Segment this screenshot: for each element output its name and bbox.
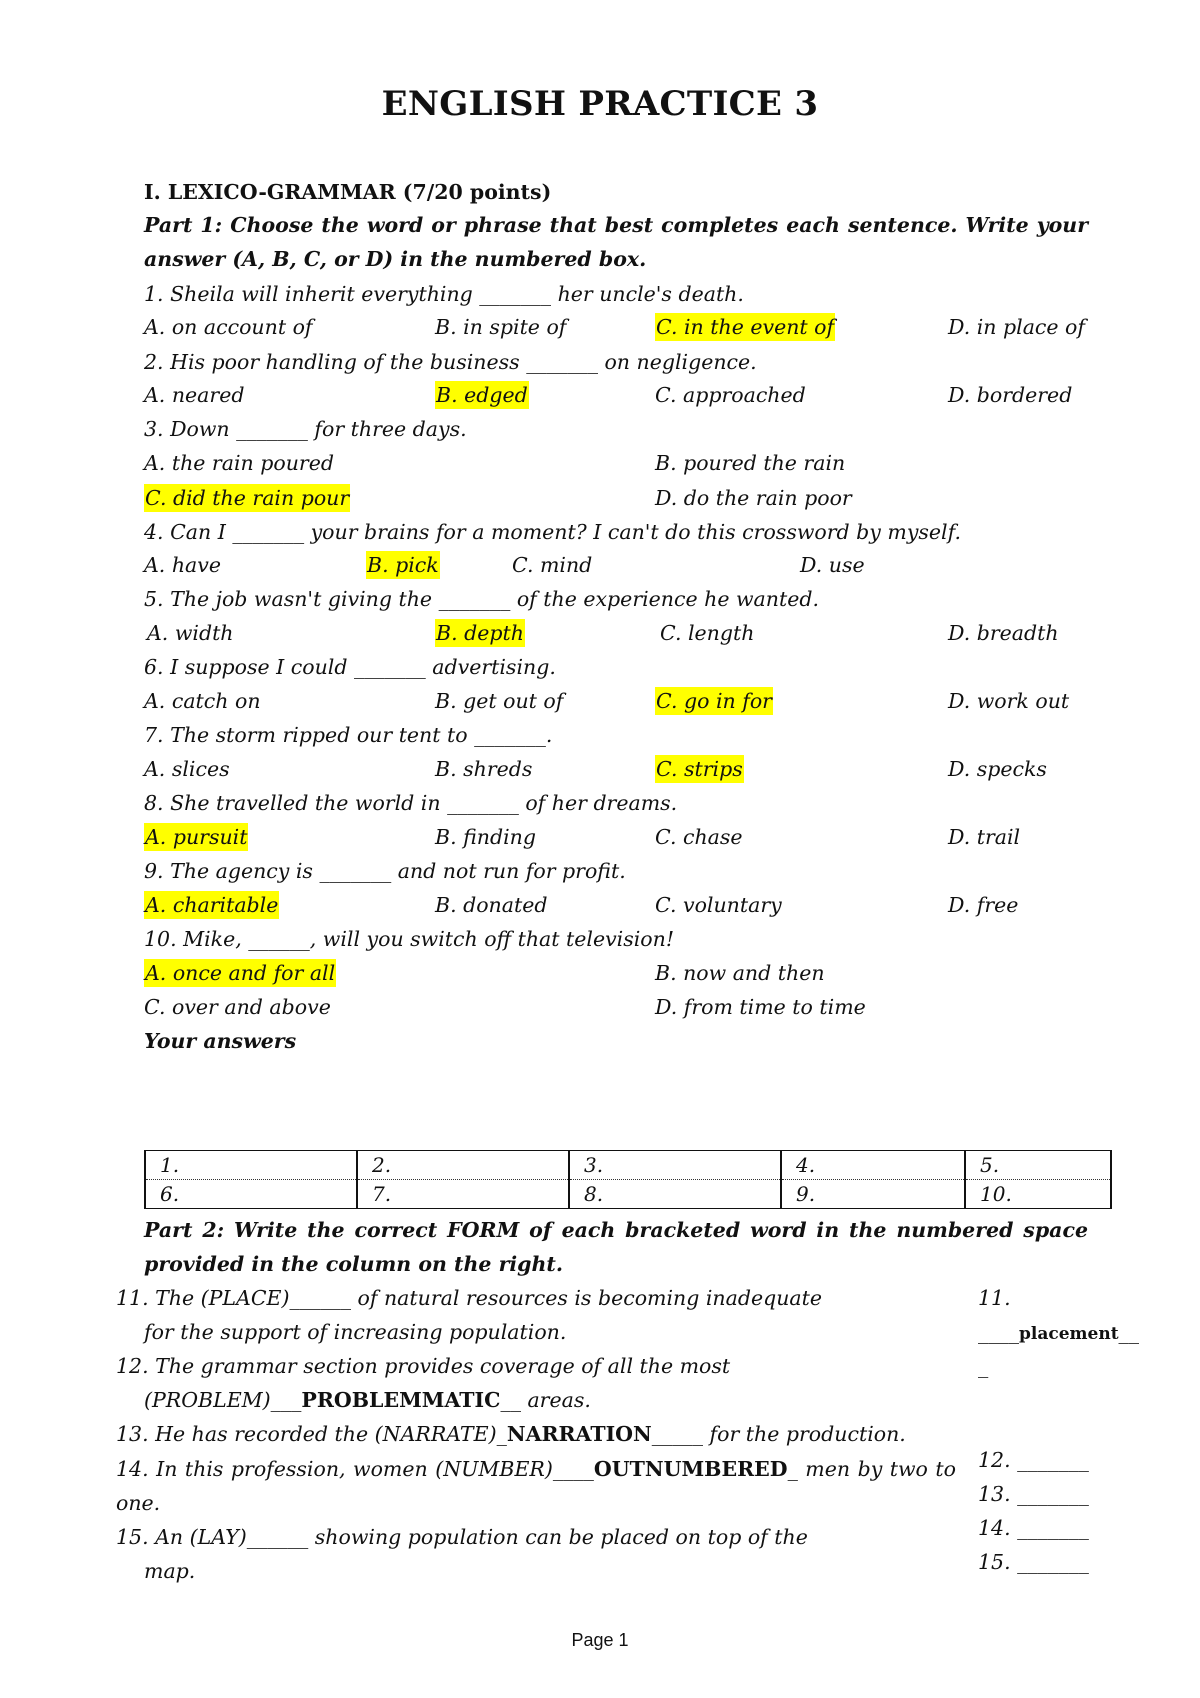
option: D. work out [948, 689, 1070, 713]
option: C. over and above [144, 995, 331, 1019]
answer-box[interactable]: 1. [145, 1151, 357, 1180]
side-11-answer: placement [1019, 1324, 1119, 1344]
option: D. bordered [948, 383, 1073, 407]
option: B. now and then [655, 961, 825, 985]
q14-line2: one. [116, 1491, 161, 1515]
option: D. trail [948, 825, 1021, 849]
option: D. free [948, 893, 1019, 917]
answer-box[interactable]: 9. [781, 1180, 965, 1209]
option-highlighted: B. depth [436, 621, 524, 645]
option: A. the rain poured [144, 451, 334, 475]
side-answer-11-tail: _ [978, 1354, 989, 1378]
question-stem: 6. I suppose I could _______ advertising. [144, 655, 556, 679]
section-heading: I. LEXICO-GRAMMAR (7/20 points) [144, 180, 552, 204]
question-stem: 2. His poor handling of the business _______ on negligence. [144, 350, 757, 374]
option: B. in spite of [435, 315, 567, 339]
part2-instruction-line2: provided in the column on the right. [144, 1252, 564, 1276]
option-highlighted: C. did the rain pour [145, 486, 350, 510]
option: D. from time to time [655, 995, 866, 1019]
answer-box[interactable]: 6. [145, 1180, 357, 1209]
q12-line2 [144, 1386, 591, 1414]
option: D. use [800, 553, 865, 577]
option-highlighted: A. once and for all [145, 961, 336, 985]
q14-prefix: 14. In this profession, women (NUMBER)____ [116, 1457, 594, 1481]
option-highlighted: C. go in for [656, 689, 772, 713]
option-highlighted: A. charitable [145, 893, 279, 917]
question-stem: 9. The agency is _______ and not run for profit. [144, 859, 626, 883]
option: A. slices [144, 757, 230, 781]
option: B. shreds [435, 757, 533, 781]
option-highlighted: C. strips [656, 757, 743, 781]
option-highlighted: B. edged [436, 383, 528, 407]
option: D. in place of [948, 315, 1085, 339]
answer-box[interactable]: 2. [357, 1151, 569, 1180]
answer-box[interactable]: 3. [569, 1151, 781, 1180]
option: A. width [147, 621, 234, 645]
q15-line1: 15. An (LAY)______ showing population can be placed on top of the [116, 1525, 808, 1549]
q13-prefix: 13. He has recorded the (NARRATE)_ [116, 1422, 507, 1446]
answer-table [144, 1150, 1112, 1209]
side-answer-11[interactable] [978, 1318, 1139, 1348]
side-answer-15[interactable]: 15. _______ [978, 1550, 1089, 1574]
option: B. poured the rain [655, 451, 846, 475]
answer-box[interactable]: 5. [965, 1151, 1111, 1180]
side-11-suffix: __ [1118, 1320, 1140, 1344]
part1-instruction-line2: answer (A, B, C, or D) in the numbered box. [144, 247, 647, 271]
option: B. get out of [435, 689, 564, 713]
option: C. voluntary [655, 893, 782, 917]
q12-suffix: __ areas. [500, 1388, 591, 1412]
table-row [145, 1151, 1111, 1180]
option: D. do the rain poor [655, 486, 852, 510]
q12-line1: 12. The grammar section provides coverage of all the most [116, 1354, 731, 1378]
option: C. chase [655, 825, 743, 849]
option-highlighted: A. pursuit [145, 825, 248, 849]
side-answer-14[interactable]: 14. _______ [978, 1516, 1089, 1540]
option: A. catch on [144, 689, 261, 713]
q13-suffix: _____ for the production. [651, 1422, 906, 1446]
question-stem: 3. Down _______ for three days. [144, 417, 467, 441]
page-title: ENGLISH PRACTICE 3 [381, 84, 819, 124]
side-answer-11-number: 11. [978, 1286, 1011, 1310]
question-stem: 1. Sheila will inherit everything _______ her uncle's death. [144, 282, 744, 306]
option: C. approached [655, 383, 806, 407]
option-highlighted: B. pick [367, 553, 439, 577]
side-answer-13[interactable]: 13. _______ [978, 1482, 1089, 1506]
answer-box[interactable]: 10. [965, 1180, 1111, 1209]
option: B. donated [435, 893, 548, 917]
question-stem: 8. She travelled the world in _______ of her dreams. [144, 791, 678, 815]
q14-line1 [116, 1455, 956, 1483]
option: A. neared [144, 383, 245, 407]
q11-line1: 11. The (PLACE)______ of natural resources is becoming inadequate [116, 1286, 823, 1310]
question-stem: 7. The storm ripped our tent to _______. [144, 723, 553, 747]
answer-box[interactable]: 4. [781, 1151, 965, 1180]
your-answers-label: Your answers [144, 1029, 297, 1053]
side-answer-12[interactable]: 12. _______ [978, 1448, 1089, 1472]
answer-box[interactable]: 8. [569, 1180, 781, 1209]
page-number: Page 1 [571, 1630, 629, 1650]
option: A. have [144, 553, 221, 577]
q13-answer: NARRATION [506, 1422, 652, 1446]
part1-instruction-line1: Part 1: Choose the word or phrase that best completes each sentence. Write your [144, 213, 1088, 237]
q13-line [116, 1420, 906, 1448]
table-row [145, 1180, 1111, 1209]
q12-prefix: (PROBLEM)___ [144, 1388, 302, 1412]
option: B. finding [435, 825, 536, 849]
option: A. on account of [144, 315, 313, 339]
q12-answer: PROBLEMMATIC [301, 1388, 501, 1412]
question-stem: 5. The job wasn't giving the _______ of the experience he wanted. [144, 587, 819, 611]
q14-answer: OUTNUMBERED [593, 1457, 788, 1481]
option: D. specks [948, 757, 1047, 781]
option: C. length [660, 621, 755, 645]
answer-box[interactable]: 7. [357, 1180, 569, 1209]
part2-instruction-line1: Part 2: Write the correct FORM of each bracketed word in the numbered space [144, 1218, 1088, 1242]
q15-line2: map. [144, 1559, 196, 1583]
option: C. mind [512, 553, 593, 577]
option-highlighted: C. in the event of [656, 315, 835, 339]
question-stem: 10. Mike, ______, will you switch off that television! [144, 927, 675, 951]
q14-suffix: _ men by two to [787, 1457, 956, 1481]
option: D. breadth [948, 621, 1059, 645]
q11-line2: for the support of increasing population. [144, 1320, 567, 1344]
question-stem: 4. Can I _______ your brains for a moment? I can't do this crossword by myself. [144, 520, 961, 544]
side-11-prefix: ____ [978, 1320, 1019, 1344]
